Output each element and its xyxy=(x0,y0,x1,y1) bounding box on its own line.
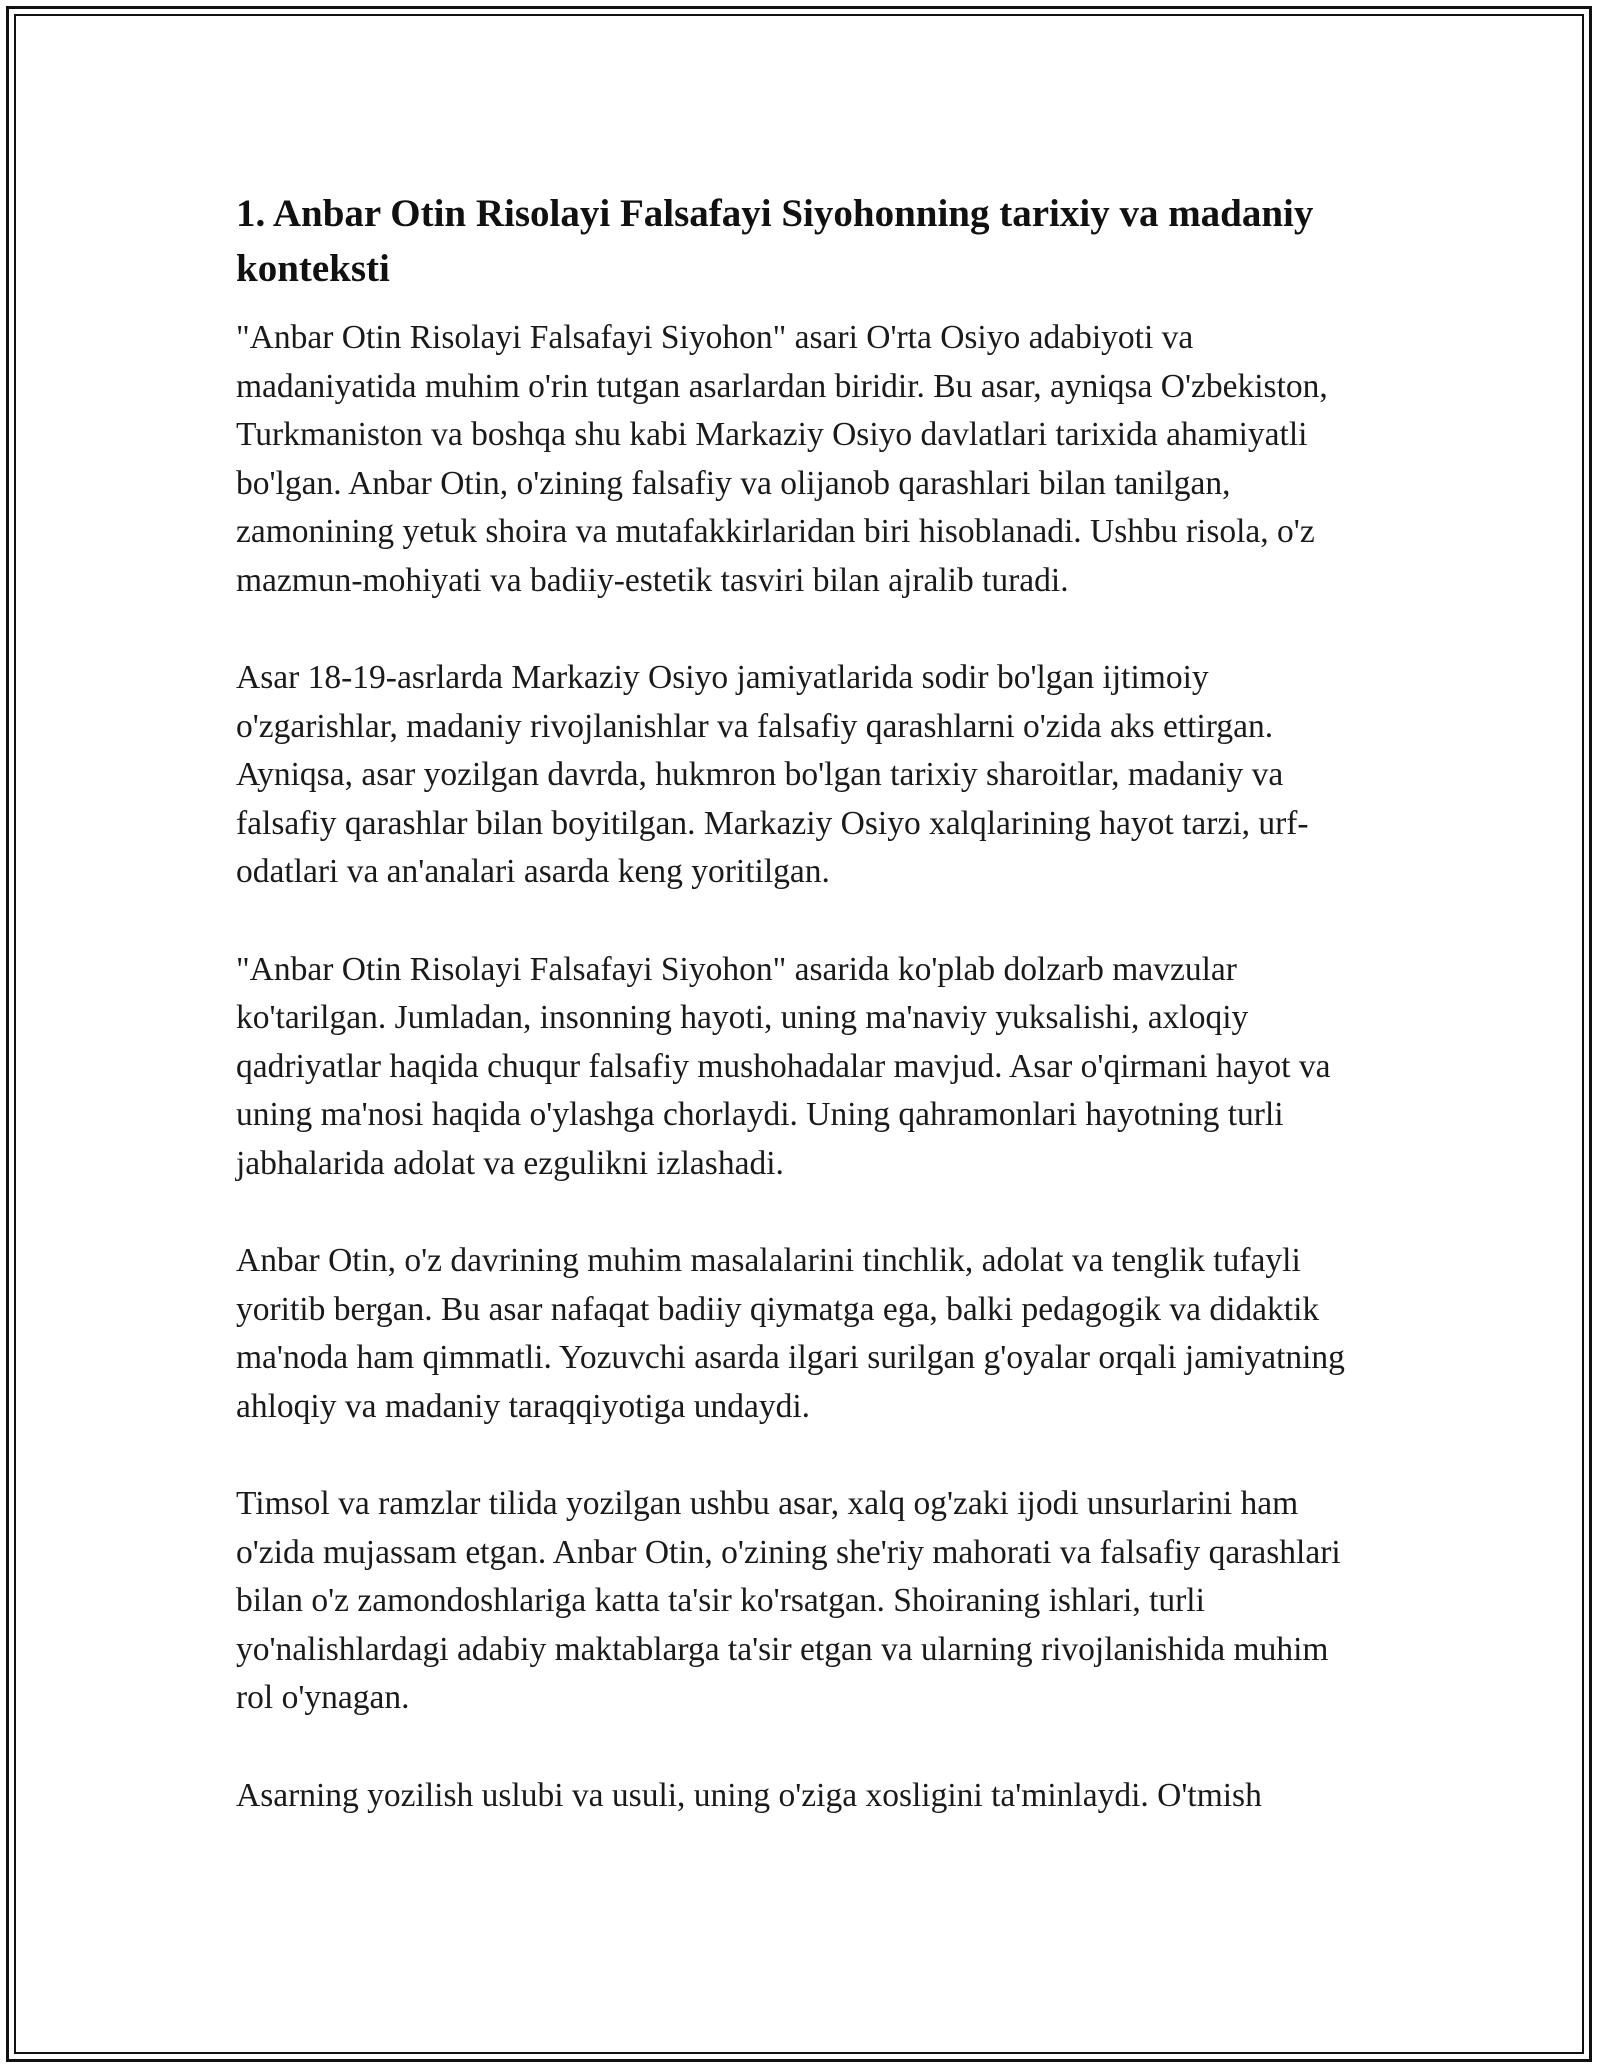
paragraph-2: Asar 18-19-asrlarda Markaziy Osiyo jamiyatlarida sodir bo'lgan ijtimoiy o'zgarishlar, madaniy rivojlanishlar va falsafiy qarashlarni o'zida aks ettirgan. Ayniqsa, asar yozilgan davrda, hukmron bo'lgan tarixiy sharoitlar, madaniy va falsafiy qarashlar bilan boyitilgan. Markaziy Osiyo xalqlarining hayot tarzi, urf-odatlari va an'analari asarda keng yoritilgan. xyxy=(236,659,1309,890)
paragraph-5: Timsol va ramzlar tilida yozilgan ushbu asar, xalq og'zaki ijodi unsurlarini ham o'zida mujassam etgan. Anbar Otin, o'zining she'riy mahorati va falsafiy qarashlari bilan o'z zamondoshlariga katta ta'sir ko'rsatgan. Shoiraning ishlari, turli yo'nalishlardagi adabiy maktablarga ta'sir etgan va ularning rivojlanishida muhim rol o'ynagan. xyxy=(236,1485,1341,1716)
paragraph-6: Asarning yozilish uslubi va usuli, uning o'ziga xosligini ta'minlaydi. O'tmish xyxy=(236,1776,1262,1814)
paragraph-3: "Anbar Otin Risolayi Falsafayi Siyohon" asarida ko'plab dolzarb mavzular ko'tarilgan. Jumladan, insonning hayoti, uning ma'naviy yuksalishi, axloqiy qadriyatlar haqida chuqur falsafiy mushohadalar mavjud. Asar o'qirmani hayot va uning ma'nosi haqida o'ylashga chorlaydi. Uning qahramonlari hayotning turli jabhalarida adolat va ezgulikni izlashadi. xyxy=(236,950,1331,1182)
paragraph-1: "Anbar Otin Risolayi Falsafayi Siyohon" asari O'rta Osiyo adabiyoti va madaniyatida muhim o'rin tutgan asarlardan biridir. Bu asar, ayniqsa O'zbekiston, Turkmaniston va boshqa shu kabi Markaziy Osiyo davlatlari tarixida ahamiyatli bo'lgan. Anbar Otin, o'zining falsafiy va olijanob qarashlari bilan tanilgan, zamonining yetuk shoira va mutafakkirlaridan biri hisoblanadi. Ushbu risola, o'z mazmun-mohiyati va badiiy-estetik tasviri bilan ajralib turadi. xyxy=(236,319,1328,599)
section-heading: 1. Anbar Otin Risolayi Falsafayi Siyohonning tarixiy va madaniy konteksti xyxy=(236,192,1314,290)
paragraph-4: Anbar Otin, o'z davrining muhim masalalarini tinchlik, adolat va tenglik tufayli yoritib bergan. Bu asar nafaqat badiiy qiymatga ega, balki pedagogik va didaktik ma'noda ham qimmatli. Yozuvchi asarda ilgari surilgan g'oyalar orqali jamiyatning ahloqiy va madaniy taraqqiyotiga undaydi. xyxy=(236,1242,1345,1425)
document-body xyxy=(236,186,1366,1869)
